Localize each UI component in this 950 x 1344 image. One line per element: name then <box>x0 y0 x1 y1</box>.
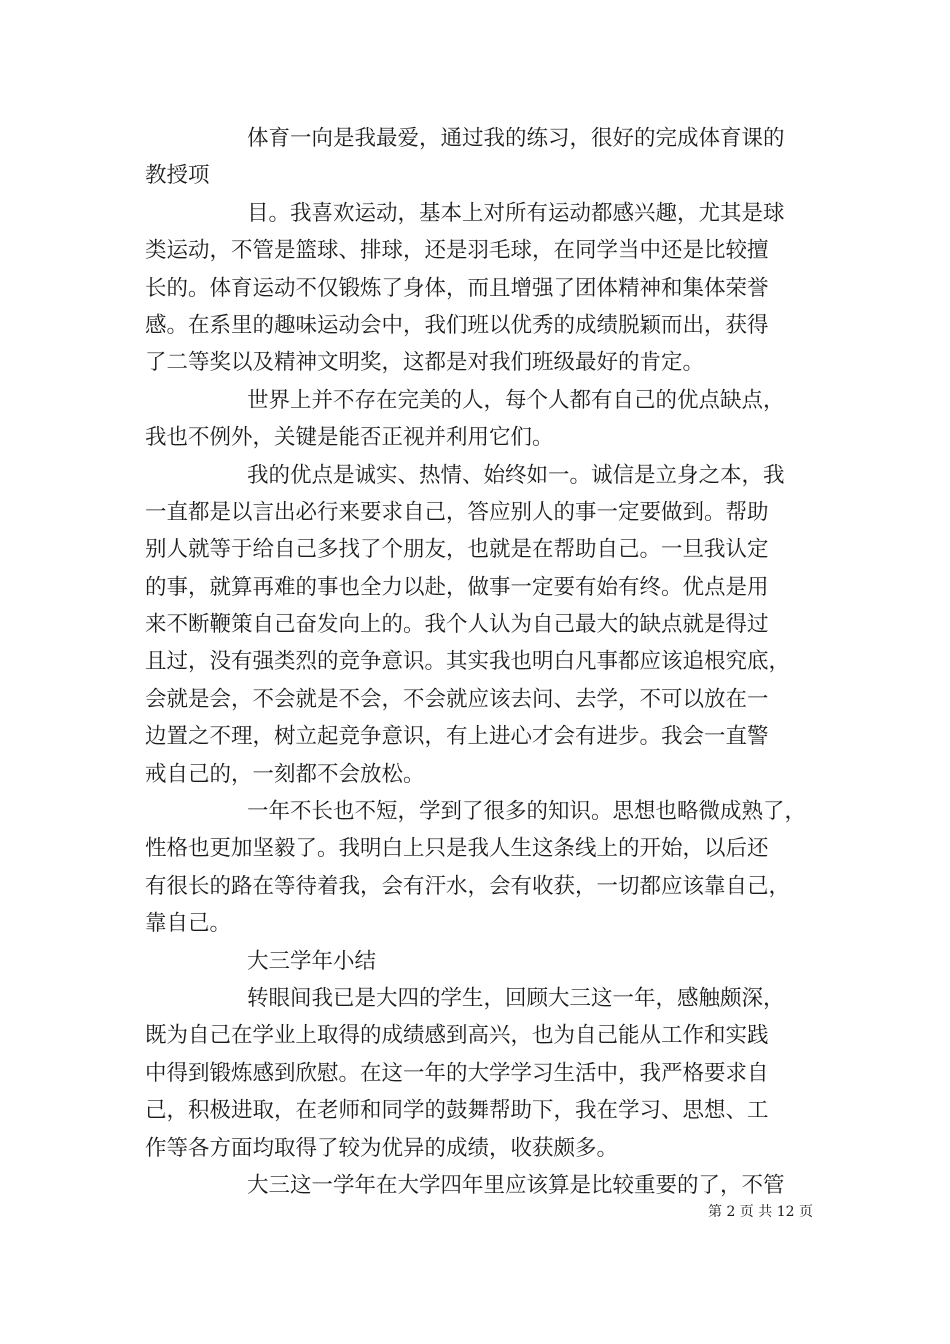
paragraph-line: 感。在系里的趣味运动会中，我们班以优秀的成绩脱颖而出，获得 <box>145 312 769 338</box>
paragraph-line: 长的。体育运动不仅锻炼了身体，而且增强了团体精神和集体荣誉 <box>145 275 769 301</box>
paragraph-line: 目。我喜欢运动，基本上对所有运动都感兴趣，尤其是球 <box>247 200 785 226</box>
paragraph-line: 性格也更加坚毅了。我明白上只是我人生这条线上的开始，以后还 <box>145 836 769 862</box>
paragraph-line: 来不断鞭策自己奋发向上的。我个人认为自己最大的缺点就是得过 <box>145 612 769 638</box>
paragraph-line: 体育一向是我最爱，通过我的练习，很好的完成体育课的 <box>247 126 785 151</box>
paragraph-line: 世界上并不存在完美的人，每个人都有自己的优点缺点， <box>247 387 785 413</box>
paragraph-line: 戒自己的，一刻都不会放松。 <box>145 761 425 787</box>
paragraph-line: 有很长的路在等待着我，会有汗水，会有收获，一切都应该靠自己， <box>145 873 791 899</box>
paragraph-line: 的事，就算再难的事也全力以赴，做事一定要有始有终。优点是用 <box>145 574 769 600</box>
paragraph-line: 靠自己。 <box>145 911 232 937</box>
paragraph-line: 了二等奖以及精神文明奖，这都是对我们班级最好的肯定。 <box>145 350 705 376</box>
paragraph-line: 会就是会，不会就是不会，不会就应该去问、去学，不可以放在一 <box>145 686 769 712</box>
section-heading: 大三学年小结 <box>247 948 377 974</box>
paragraph-line: 类运动，不管是篮球、排球，还是羽毛球，在同学当中还是比较擅 <box>145 238 769 264</box>
paragraph-line: 大三这一学年在大学四年里应该算是比较重要的了，不管 <box>247 1172 785 1198</box>
document-page <box>145 120 810 1204</box>
page-number-footer: 第 2 页 共 12 页 <box>708 1204 813 1220</box>
paragraph-line: 别人就等于给自己多找了个朋友，也就是在帮助自己。一旦我认定 <box>145 537 769 563</box>
paragraph-line: 己，积极进取，在老师和同学的鼓舞帮助下，我在学习、思想、工 <box>145 1098 769 1124</box>
paragraph-line: 既为自己在学业上取得的成绩感到高兴，也为自己能从工作和实践 <box>145 1023 769 1049</box>
paragraph-line: 作等各方面均取得了较为优异的成绩，收获颇多。 <box>145 1135 619 1161</box>
paragraph-line: 教授项 <box>145 163 210 189</box>
paragraph-line: 一直都是以言出必行来要求自己，答应别人的事一定要做到。帮助 <box>145 499 769 525</box>
paragraph-line: 转眼间我已是大四的学生，回顾大三这一年，感触颇深， <box>247 985 785 1011</box>
paragraph-line: 我也不例外，关键是能否正视并利用它们。 <box>145 425 554 451</box>
paragraph-line: 一年不长也不短，学到了很多的知识。思想也略微成熟了， <box>247 799 807 825</box>
paragraph-line: 我的优点是诚实、热情、始终如一。诚信是立身之本，我 <box>247 462 785 488</box>
paragraph-line: 边置之不理，树立起竞争意识，有上进心才会有进步。我会一直警 <box>145 724 769 750</box>
paragraph-line: 中得到锻炼感到欣慰。在这一年的大学学习生活中，我严格要求自 <box>145 1060 769 1086</box>
paragraph-line: 且过，没有强类烈的竞争意识。其实我也明白凡事都应该追根究底， <box>145 649 791 675</box>
